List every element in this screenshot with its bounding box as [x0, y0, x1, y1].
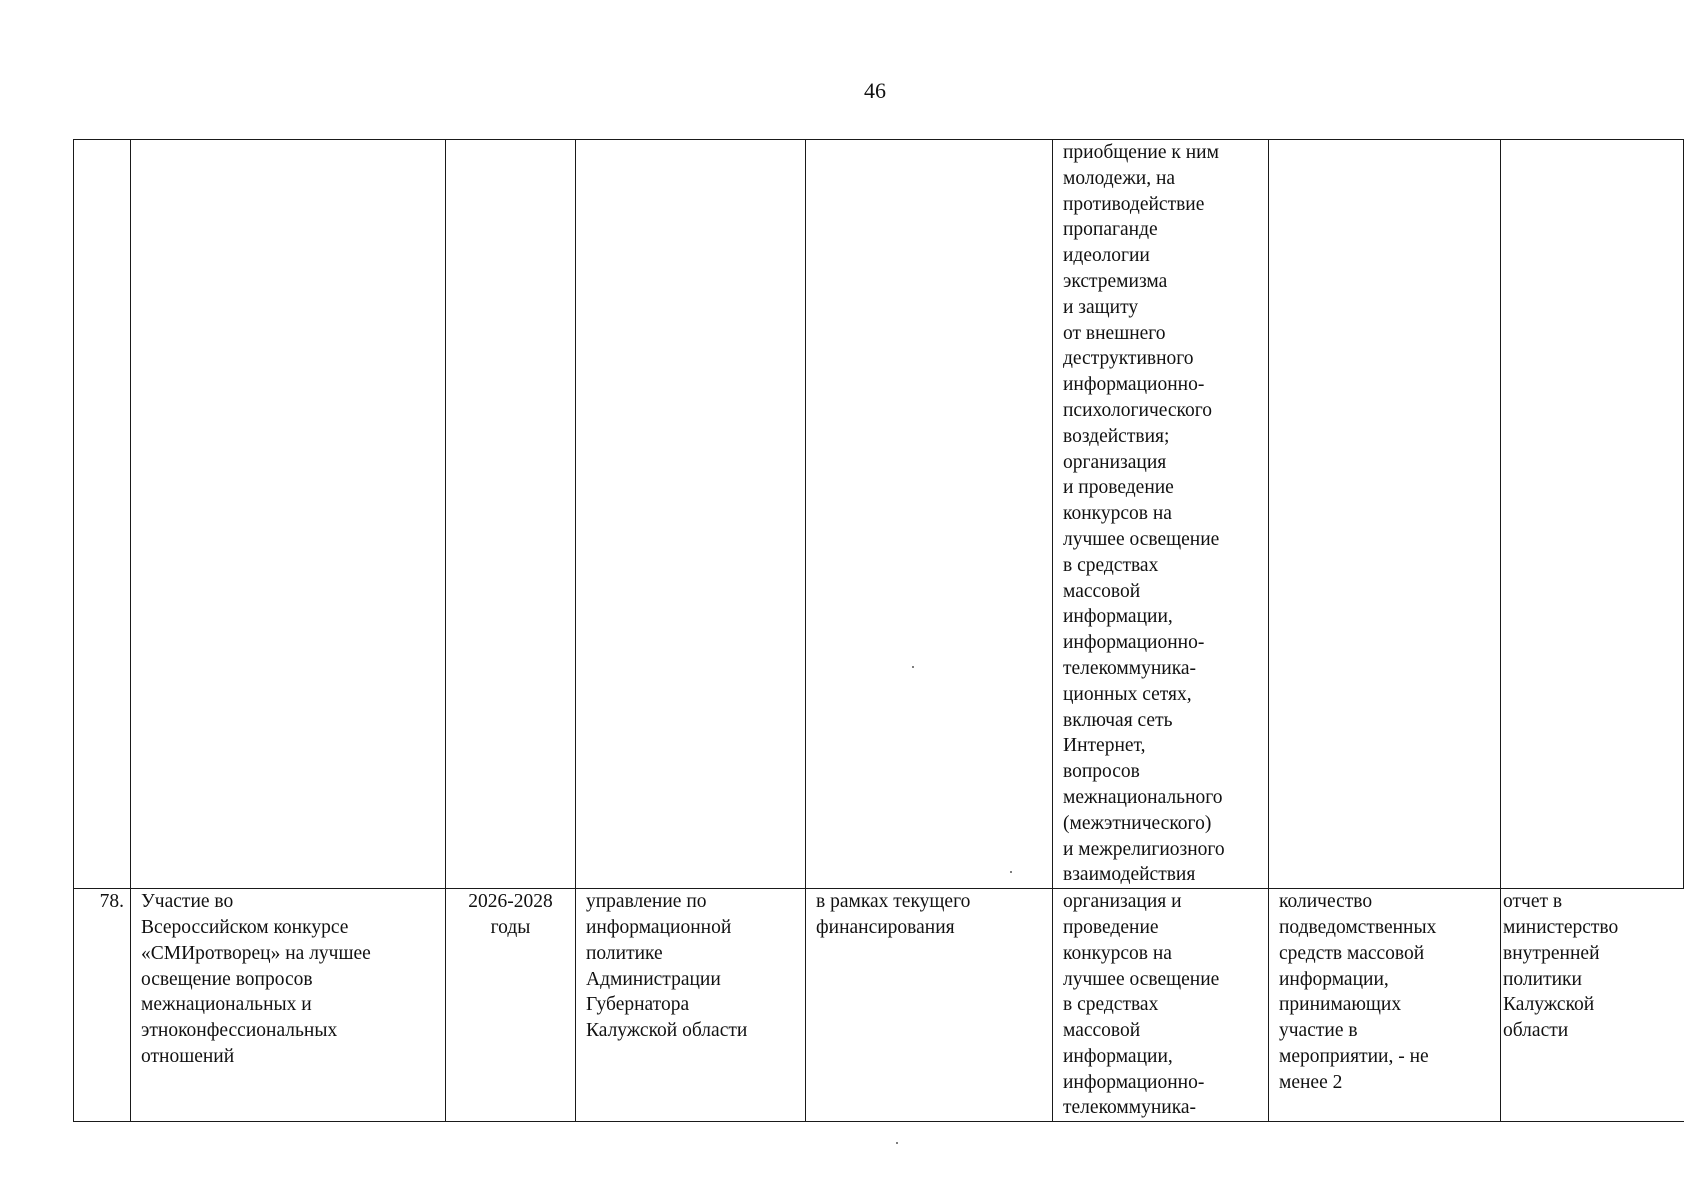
- cell-indicator: количество подведомственных средств массовой информации, принимающих участие в мероприятии, - не менее 2: [1269, 889, 1501, 1122]
- cell-event: Участие во Всероссийском конкурсе «СМИротворец» на лучшее освещение вопросов межнациональных и этноконфессиональных отношений: [131, 889, 446, 1122]
- scan-speck: [1010, 871, 1012, 873]
- scan-speck: [912, 666, 914, 668]
- cell-funding: в рамках текущего финансирования: [806, 889, 1053, 1122]
- cell-number: [74, 140, 131, 889]
- table-row-78: [74, 889, 1684, 1122]
- page-number: 46: [864, 78, 886, 103]
- cell-period: [446, 140, 576, 889]
- cell-content: приобщение к ним молодежи, на противодействие пропаганде идеологии экстремизма и защиту от внешнего деструктивного информационно- психологического воздействия; организация и проведение конкурсов на лучшее освещение в средствах массовой информации, информационно- телекоммуника- ционных сетях, включая сеть Интернет, вопросов межнационального (межэтнического) и межрелигиозного взаимодействия: [1053, 140, 1269, 889]
- cell-funding: [806, 140, 1053, 889]
- scan-speck: [896, 1142, 898, 1144]
- cell-executor: управление по информационной политике Администрации Губернатора Калужской области: [576, 889, 806, 1122]
- cell-report: [1501, 140, 1684, 889]
- plan-table: [73, 139, 1684, 1122]
- cell-content: организация и проведение конкурсов на лучшее освещение в средствах массовой информации, информационно- телекоммуника-: [1053, 889, 1269, 1122]
- cell-event: [131, 140, 446, 889]
- cell-number: 78.: [74, 889, 131, 1122]
- cell-indicator: [1269, 140, 1501, 889]
- cell-period: 2026-2028 годы: [446, 889, 576, 1122]
- cell-executor: [576, 140, 806, 889]
- table-row-continuation: [74, 140, 1684, 889]
- cell-report: отчет в министерство внутренней политики Калужской области: [1501, 889, 1684, 1122]
